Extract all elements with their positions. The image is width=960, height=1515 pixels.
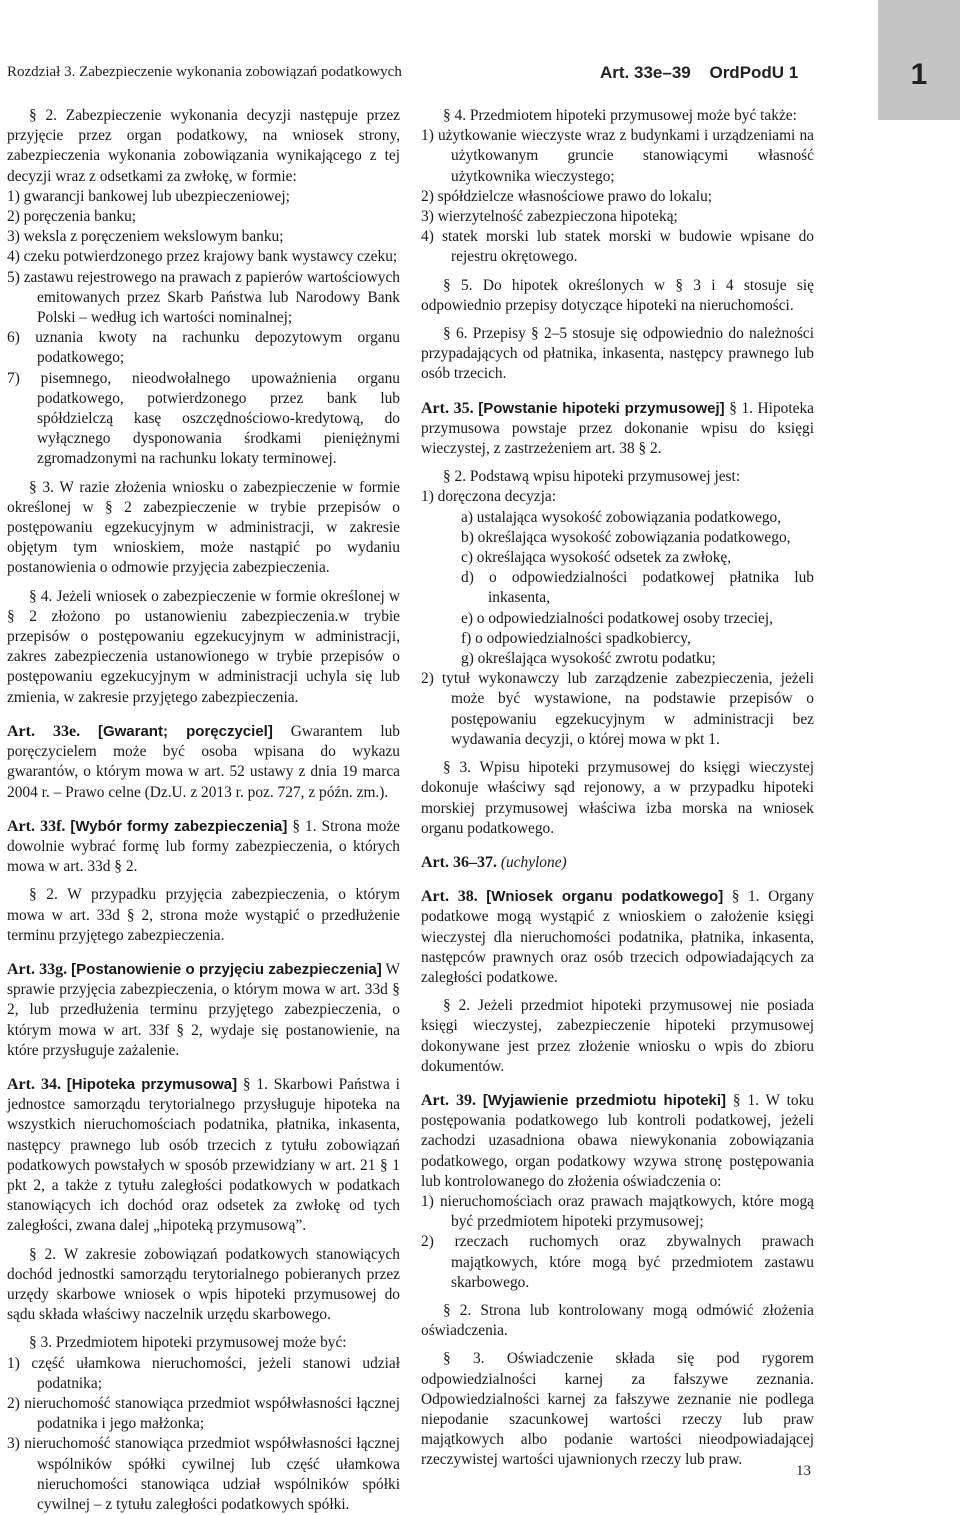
page-number: 13 xyxy=(796,1463,811,1479)
sub-list-item: b) określająca wysokość zobowiązania podatkowego, xyxy=(461,528,791,546)
art39-s2: § 2. Strona lub kontrolowany mogą odmówić złożenia oświadczenia. xyxy=(421,1301,814,1340)
article-36-37 xyxy=(421,853,814,873)
art34-s5: § 5. Do hipotek określonych w § 3 i 4 stosuje się odpowiednio przepisy dotyczące hipoteki na nieruchomości. xyxy=(421,276,814,314)
left-column xyxy=(7,106,400,1515)
article-text: § 1. W toku postępowania podatkowego lub kontroli podatkowej, jeżeli zachodzi uzasadniona obawa niewykonania zobowiązania podatkowego, organ podatkowy wzywa stronę postępowania lub kontrolowanego do złożenia oświadczenia o: xyxy=(421,1091,814,1190)
article-text: W sprawie przyjęcia zabezpieczenia, o którym mowa w art. 33d § 2, lub przedłużenia terminu przyjętego zabezpieczenia, o którym mowa w art. 33f § 2, wydaje się postanowienie, na które przysługuje zażalenie. xyxy=(7,960,400,1059)
article-number: Art. 36–37. xyxy=(421,853,497,871)
art35-s2-intro: § 2. Podstawą wpisu hipoteki przymusowej jest: xyxy=(443,468,741,486)
article-number: Art. 33e. xyxy=(7,722,81,740)
list-item: 5) zastawu rejestrowego na prawach z papierów wartościowych emitowanych przez Skarb Państwa lub Narodowy Bank Polski – według ich wartości nominalnej; xyxy=(7,268,400,327)
list-item: 1) użytkowanie wieczyste wraz z budynkami i urządzeniami na użytkowanym gruncie stanowiącymi własność użytkownika wieczystego; xyxy=(421,127,814,185)
art33d-s2-intro: § 2. Zabezpieczenie wykonania decyzji następuje przez przyjęcie przez organ podatkowy, na wniosek strony, zabezpieczenia wykonania zobowiązania wynikającego z tej decyzji wraz z odsetkami za zwłokę, w formie: xyxy=(7,107,400,185)
list-item: 1) gwarancji bankowej lub ubezpieczeniowej; xyxy=(7,187,290,205)
sub-list-item: f) o odpowiedzialności spadkobiercy, xyxy=(461,629,691,647)
article-number: Art. 39. xyxy=(421,1091,476,1109)
article-number: Art. 35. xyxy=(421,399,474,417)
article-number: Art. 34. xyxy=(7,1075,61,1093)
chapter-tab-number: 1 xyxy=(910,58,928,91)
article-38 xyxy=(421,887,814,988)
list-item: 4) statek morski lub statek morski w budowie wpisane do rejestru okrętowego. xyxy=(421,228,814,266)
article-title: [Powstanie hipoteki przymusowej] xyxy=(478,399,725,417)
article-35 xyxy=(421,399,814,460)
sub-list-item: g) określająca wysokość zwrotu podatku; xyxy=(461,650,716,668)
running-header-chapter: Rozdział 3. Zabezpieczenie wykonania zobowiązań podatkowych xyxy=(7,64,402,80)
article-number: Art. 33f. xyxy=(7,817,66,835)
art34-s6: § 6. Przepisy § 2–5 stosuje się odpowiednio do należności przypadających od płatnika, inkasenta, następcy prawnego lub osób trzecich. xyxy=(421,325,814,383)
article-text: Gwarantem lub poręczycielem może być osoba wpisana do wykazu gwarantów, o którym mowa w art. 52 ustawy z dnia 19 marca 2004 r. – Prawo celne (Dz.U. z 2013 r. poz. 727, z późn. zm.). xyxy=(7,722,400,801)
art35-s3: § 3. Wpisu hipoteki przymusowej do księgi wieczystej dokonuje właściwy sąd rejonowy, a w przypadku hipoteki morskiej przymusowej właściwa izba morska na wniosek organu podatkowego. xyxy=(421,759,814,837)
list-item: 2) rzeczach ruchomych oraz zbywalnych prawach majątkowych, które mogą być przedmiotem zastawu skarbowego. xyxy=(421,1233,814,1291)
sub-list-item: e) o odpowiedzialności podatkowej osoby trzeciej, xyxy=(461,609,773,627)
article-text: § 1. Organy podatkowe mogą wystąpić z wnioskiem o założenie księgi wieczystej dla nieruchomości podatnika, płatnika, inkasenta, następców prawnych oraz osób trzecich odpowiadających za zaległości podatkowe. xyxy=(421,888,814,986)
sub-list-item: d) o odpowiedzialności podatkowej płatnika lub inkasenta, xyxy=(461,569,814,607)
art39-s3: § 3. Oświadczenie składa się pod rygorem odpowiedzialności karnej za fałszywe zeznania. Odpowiedzialności karnej za fałszywe zeznanie nie podlega niepodanie szacunkowej wartości rzeczy lub praw majątkowych albo podanie wartości nieodpowiadającej rzeczywistej wartości ujawnionych rzeczy lub praw. xyxy=(421,1350,814,1469)
art34-s4-intro: § 4. Przedmiotem hipoteki przymusowej może być także: xyxy=(443,107,797,124)
header-article-range: Art. 33e–39 xyxy=(600,63,691,82)
chapter-tab xyxy=(878,0,960,120)
list-item: 3) weksla z poręczeniem wekslowym banku; xyxy=(7,228,284,246)
sub-list-item: c) określająca wysokość odsetek za zwłokę, xyxy=(461,549,732,567)
list-item: 2) spółdzielcze własnościowe prawo do lokalu; xyxy=(421,187,713,205)
article-text: § 1. Skarbowi Państwa i jednostce samorządu terytorialnego przysługuje hipoteka na wszystkich nieruchomościach podatnika, płatnika, inkasenta, następcy prawnego lub osób trzecich z tytułu zobowiązań podatkowych powstałych w sposób przewidziany w art. 21 § 1 pkt 2, a także z tytułu zaległości podatkowych w podatkach stanowiących ich dochód oraz odsetek za zwłokę od tych zaległości, zwana dalej „hipoteką przymusową”. xyxy=(7,1075,400,1235)
article-34 xyxy=(7,1075,400,1237)
article-title: [Wniosek organu podatkowego] xyxy=(486,888,724,906)
art34-s2: § 2. W zakresie zobowiązań podatkowych stanowiących dochód jednostki samorządu terytorialnego pobieranych przez urzędy skarbowe wniosek o wpis hipoteki przymusowej do sądu składa właściwy naczelnik urzędu skarbowego. xyxy=(7,1245,400,1324)
article-39 xyxy=(421,1091,814,1192)
article-title: [Hipoteka przymusowa] xyxy=(66,1075,238,1093)
article-text: § 1. Hipoteka przymusowa powstaje przez dokonanie wpisu do księgi wieczystej, z zastrzeżeniem art. 38 § 2. xyxy=(421,399,814,458)
article-title: [Wyjawienie przedmiotu hipoteki] xyxy=(482,1091,727,1109)
list-item: 2) tytuł wykonawczy lub zarządzenie zabezpieczenia, jeżeli może być wystawione, na podstawie przepisów o postępowaniu egzekucyjnym w administracji bez wydawania decyzji, o której mowa w pkt 1. xyxy=(421,670,814,748)
list-item: 2) nieruchomość stanowiąca przedmiot współwłasności łącznej podatnika i jego małżonka; xyxy=(7,1394,400,1433)
art33f-s2: § 2. W przypadku przyjęcia zabezpieczenia, o którym mowa w art. 33d § 2, strona może wystąpić o przedłużenie terminu przyjętego zabezpieczenia. xyxy=(7,886,400,944)
article-33e xyxy=(7,722,400,803)
art38-s2: § 2. Jeżeli przedmiot hipoteki przymusowej nie posiada księgi wieczystej, zabezpieczenie hipoteki przymusowej dokonywane jest przez złożenie wniosku o wpis do zbioru dokumentów. xyxy=(421,997,814,1075)
sub-list-item: a) ustalająca wysokość zobowiązania podatkowego, xyxy=(461,508,782,526)
list-item: 4) czeku potwierdzonego przez krajowy bank wystawcy czeku; xyxy=(7,248,398,266)
list-item: 3) nieruchomość stanowiąca przedmiot współwłasności łącznej wspólników spółki cywilnej lub część ułamkowa nieruchomości stanowiąca udział wspólników spółki cywilnej – z tytułu zaległości podatkowych spółki. xyxy=(7,1435,400,1513)
article-title: [Postanowienie o przyjęciu zabezpieczenia] xyxy=(71,960,382,978)
article-text: § 1. Strona może dowolnie wybrać formę lub formy zabezpieczenia, o których mowa w art. 33d § 2. xyxy=(7,817,401,876)
list-item: 2) poręczenia banku; xyxy=(7,208,137,226)
list-item: 3) wierzytelność zabezpieczona hipoteką; xyxy=(421,208,678,226)
article-number: Art. 38. xyxy=(421,888,478,906)
list-item: 1) nieruchomościach oraz prawach majątkowych, które mogą być przedmiotem hipoteki przymusowej; xyxy=(421,1192,814,1231)
article-number: Art. 33g. xyxy=(7,960,68,978)
art33d-s3: § 3. W razie złożenia wniosku o zabezpieczenie w formie określonej w § 2 zabezpieczenie w trybie przepisów o postępowaniu egzekucyjnym w administracji, w zakresie objętym tym wnioskiem, może nastąpić po wydaniu postanowienia o odmowie przyjęcia zabezpieczenia. xyxy=(7,478,400,577)
art34-s3-intro: § 3. Przedmiotem hipoteki przymusowej może być: xyxy=(29,1334,347,1352)
article-text: (uchylone) xyxy=(500,853,567,871)
article-title: [Gwarant; poręczyciel] xyxy=(97,722,273,740)
right-column xyxy=(421,106,814,1471)
list-item: 1) część ułamkowa nieruchomości, jeżeli stanowi udział podatnika; xyxy=(7,1354,400,1392)
list-item: 6) uznania kwoty na rachunku depozytowym organu podatkowego; xyxy=(7,329,400,367)
art33d-s4: § 4. Jeżeli wniosek o zabezpieczenie w formie określonej w § 2 złożono po ustanowieniu zabezpieczenia.w trybie przepisów o postępowaniu egzekucyjnym w administracji, zakres zabezpieczenia ustanowionego w trybie przepisów o postępowaniu egzekucyjnym w administracji uchyla się lub zmienia, w zakresie przyjętego zabezpieczenia. xyxy=(7,587,400,706)
list-item: 7) pisemnego, nieodwołalnego upoważnienia organu podatkowego, potwierdzonego przez bank lub spółdzielczą kasę oszczędnościowo-kredytową, do wyłącznego dysponowania środkami pieniężnymi zgromadzonymi na rachunku lokaty terminowej. xyxy=(7,369,400,468)
header-act-name: OrdPodU 1 xyxy=(709,63,799,82)
article-title: [Wybór formy zabezpieczenia] xyxy=(70,817,288,835)
article-33f xyxy=(7,817,400,878)
running-header-articles xyxy=(600,63,798,83)
list-item: 1) doręczona decyzja: xyxy=(421,488,557,506)
article-33g xyxy=(7,960,400,1061)
